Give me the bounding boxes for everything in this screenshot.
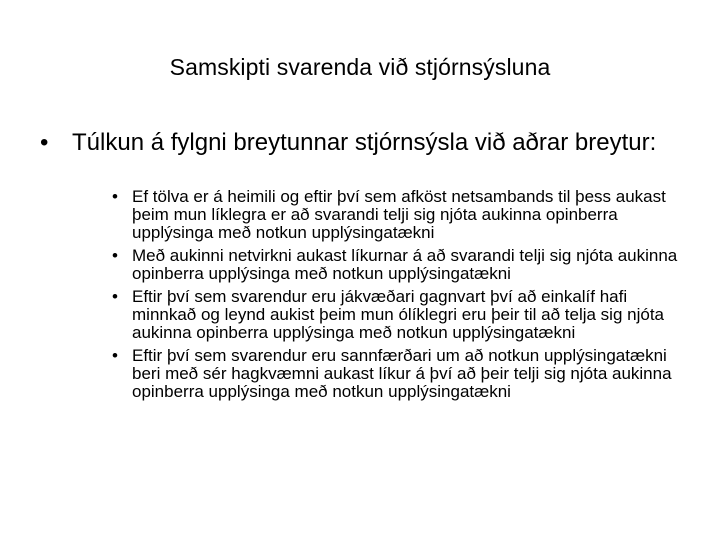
bullet-icon: • xyxy=(112,187,118,206)
sub-bullet-item xyxy=(112,247,690,283)
bullet-icon: • xyxy=(112,346,118,365)
sub-bullet-item xyxy=(112,347,690,401)
sub-bullet-text: Ef tölva er á heimili og eftir því sem afköst netsambands til þess aukast þeim mun líklegra er að svarandi telji sig njóta aukinna opinberra upplýsinga með notkun upplýsingatækni xyxy=(132,187,666,242)
main-bullet xyxy=(40,130,680,155)
sub-bullet-list xyxy=(112,188,690,406)
slide-title: Samskipti svarenda við stjórnsýsluna xyxy=(169,54,551,80)
bullet-icon: • xyxy=(40,129,49,156)
bullet-icon: • xyxy=(112,287,118,306)
bullet-icon: • xyxy=(112,246,118,265)
sub-bullet-item xyxy=(112,288,690,342)
main-bullet-text: Túlkun á fylgni breytunnar stjórnsýsla við aðrar breytur: xyxy=(72,129,657,156)
sub-bullet-text: Með aukinni netvirkni aukast líkurnar á að svarandi telji sig njóta aukinna opinberra upplýsinga með notkun upplýsingatækni xyxy=(132,246,678,283)
sub-bullet-text: Eftir því sem svarendur eru jákvæðari gagnvart því að einkalíf hafi minnkað og leynd aukist þeim mun ólíklegri eru þeir til að telja sig njóta aukinna opinberra upplýsinga með notkun upplýsingatækni xyxy=(132,287,664,342)
sub-bullet-item xyxy=(112,188,690,242)
sub-bullet-text: Eftir því sem svarendur eru sannfærðari um að notkun upplýsingatækni beri með sér hagkvæmni aukast líkur á því að þeir telji sig njóta aukinna opinberra upplýsinga með notkun upplýsingatækni xyxy=(132,346,672,401)
